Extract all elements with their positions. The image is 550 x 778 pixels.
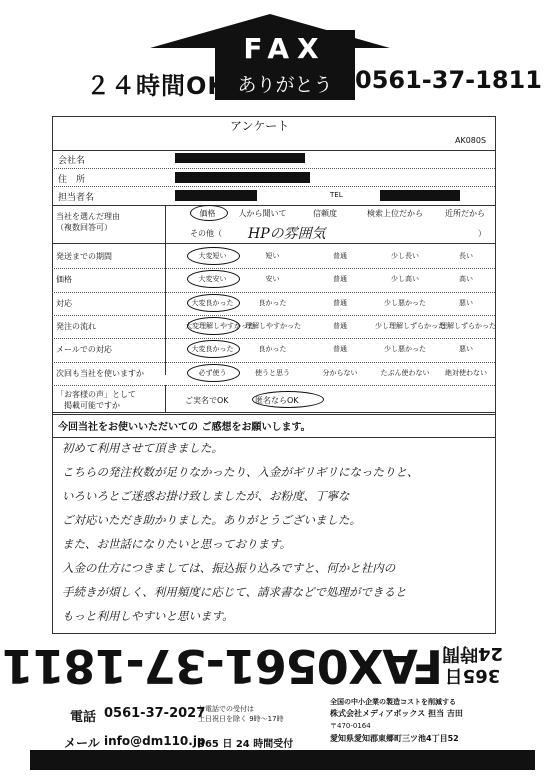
rating-option[interactable]: 分からない	[322, 369, 358, 377]
rating-option[interactable]: 普通	[333, 322, 347, 330]
redacted-tel	[380, 190, 460, 201]
mail-address[interactable]: info@dm110.jp	[104, 734, 206, 748]
rating-option[interactable]: 少し理解しずらかった	[375, 322, 445, 330]
rating-option[interactable]: 短い	[265, 252, 280, 260]
reason-label-1: 当社を選んだ理由	[56, 212, 120, 221]
rating-option[interactable]: 理解しずらかった	[440, 322, 496, 330]
rating-option[interactable]: 普通	[333, 275, 347, 283]
rating-option[interactable]: 少し悪かった	[384, 345, 426, 353]
mail-note: 365 日 24 時間受付	[198, 739, 294, 750]
comment-line: 初めて利用させて頂きました。	[62, 441, 223, 455]
tel-note-2: 土日祝日を除く 9時〜17時	[198, 715, 284, 723]
survey-title: アンケート	[230, 119, 290, 133]
divider	[52, 268, 495, 269]
comment-line: ご対応いただき助かりました。ありがとうございました。	[62, 513, 361, 527]
rating-row-label: メールでの対応	[56, 345, 112, 354]
comment-line: 手続きが煩しく、利用頻度に応じて、請求書などで処理ができると	[62, 585, 407, 599]
reason-other-close: ）	[478, 229, 486, 238]
selected-circle	[187, 364, 240, 382]
comment-line: こちらの発注枚数が足りなかったり、入金がギリギリになったりと、	[62, 465, 419, 479]
comment-line: 入金の仕方につきましては、振込振り込みですと、何かと社内の	[62, 561, 396, 575]
fax-number-banner	[2, 636, 443, 696]
rating-option[interactable]: 絶対使わない	[445, 369, 487, 377]
rating-option[interactable]: 悪い	[459, 299, 473, 307]
rating-option[interactable]: 普通	[333, 252, 347, 260]
rating-option[interactable]: 少し悪かった	[384, 299, 426, 307]
company-postal: 〒470-0164	[330, 722, 371, 730]
survey-code: AK080S	[455, 136, 487, 145]
rating-option[interactable]: 大変安い	[198, 275, 227, 283]
reason-other-handwritten: HPの雰囲気	[248, 226, 326, 242]
rating-option[interactable]: 少し長い	[391, 252, 419, 260]
tel-note-1: お電話での受付は	[198, 705, 254, 713]
selected-circle	[190, 205, 228, 221]
reason-option-search[interactable]: 検索上位だから	[367, 209, 423, 218]
tel-number[interactable]: 0561-37-2027	[104, 706, 206, 721]
available-24h: ２４時間OK	[86, 72, 227, 100]
rating-option[interactable]: 使うと思う	[255, 369, 290, 377]
redacted-address	[175, 172, 310, 183]
voice-label-1: 「お客様の声」として	[56, 390, 136, 399]
divider	[52, 338, 495, 339]
comment-prompt: 今回当社をお使いいただいての ご感想をお願いします。	[58, 422, 311, 433]
rating-row-label: 価格	[56, 275, 72, 284]
voice-option-anonymous[interactable]: 匿名ならOK	[255, 396, 299, 405]
redacted-company	[175, 153, 305, 163]
rating-option[interactable]: 大変良かった	[191, 299, 234, 307]
divider	[52, 168, 495, 169]
divider	[52, 315, 495, 316]
rating-row-label: 発送までの期間	[56, 252, 112, 261]
rating-option[interactable]: 良かった	[258, 345, 287, 353]
company-address: 愛知県愛知郡東郷町三ツ池4丁目52	[330, 734, 459, 743]
comment-line: もっと利用しやすいと思います。	[62, 609, 234, 623]
selected-circle	[187, 270, 240, 288]
divider	[52, 292, 495, 293]
selected-circle	[187, 247, 240, 265]
selected-circle	[187, 340, 240, 358]
selected-circle	[185, 317, 255, 335]
rating-option[interactable]: たぶん使わない	[380, 369, 430, 377]
selected-circle	[252, 391, 324, 408]
mail-label: メール	[64, 736, 100, 750]
rating-row-label: 次回も当社を使いますか	[56, 369, 144, 378]
reason-option-price[interactable]: 価格	[199, 209, 216, 218]
rating-option[interactable]: 普通	[333, 299, 347, 307]
label-address: 住 所	[58, 175, 86, 185]
divider	[52, 412, 495, 413]
divider	[52, 362, 495, 363]
fax-number: 0561-37-1811	[355, 66, 542, 94]
divider	[165, 385, 166, 412]
divider	[52, 150, 495, 151]
fax-word: FAX	[243, 32, 327, 65]
rating-option[interactable]: 普通	[333, 345, 347, 353]
selected-circle	[187, 294, 240, 312]
rating-option[interactable]: 高い	[459, 275, 473, 283]
company-name: 株式会社メディアボックス 担当 吉田	[330, 709, 463, 718]
reason-label-2: （複数回答可）	[56, 223, 112, 232]
open-hours	[440, 642, 505, 692]
divider	[165, 205, 166, 375]
bottom-bar	[30, 750, 535, 770]
divider	[52, 243, 495, 244]
fax-big-number: FAX0561-37-1811	[2, 639, 443, 693]
reason-option-referral[interactable]: 人から聞いて	[238, 209, 287, 218]
reason-option-nearby[interactable]: 近所だから	[445, 209, 485, 218]
reason-option-trust[interactable]: 信頼度	[313, 209, 337, 218]
voice-option-realname[interactable]: ご実名でOK	[185, 396, 229, 405]
rating-option[interactable]: 必ず使う	[198, 369, 227, 377]
rating-option[interactable]: 少し高い	[391, 275, 419, 283]
rating-option[interactable]: 理解しやすかった	[245, 322, 301, 330]
label-company: 会社名	[58, 156, 86, 166]
rating-option[interactable]: 安い	[265, 275, 280, 283]
label-person: 担当者名	[58, 193, 95, 203]
rating-row-label: 対応	[56, 299, 72, 308]
redacted-person	[175, 190, 257, 201]
reason-other-label: その他（	[190, 229, 222, 238]
open-hours-text: 365日 24時間	[441, 643, 504, 686]
rating-option[interactable]: 悪い	[459, 345, 473, 353]
rating-option[interactable]: 大変短い	[198, 252, 227, 260]
comment-line: また、お世話になりたいと思っております。	[62, 537, 292, 551]
tel-label: 電話	[70, 710, 97, 725]
comment-line: いろいろとご迷惑お掛け致しましたが、お粉度、丁寧な	[62, 489, 350, 503]
rating-option[interactable]: 大変良かった	[191, 345, 234, 353]
rating-row-label: 発注の流れ	[56, 322, 96, 331]
label-tel: TEL	[330, 191, 343, 199]
divider	[52, 385, 495, 386]
thanks-text: ありがとう	[237, 74, 333, 96]
rating-option[interactable]: 良かった	[258, 299, 287, 307]
company-tagline: 全国の中小企業の製造コストを削減する	[330, 698, 456, 706]
rating-option[interactable]: 大変理解しやすかった	[185, 322, 255, 330]
rating-option[interactable]: 長い	[459, 252, 473, 260]
voice-label-2: 掲載可能ですか	[64, 401, 120, 410]
divider	[52, 186, 495, 187]
divider	[52, 205, 495, 206]
